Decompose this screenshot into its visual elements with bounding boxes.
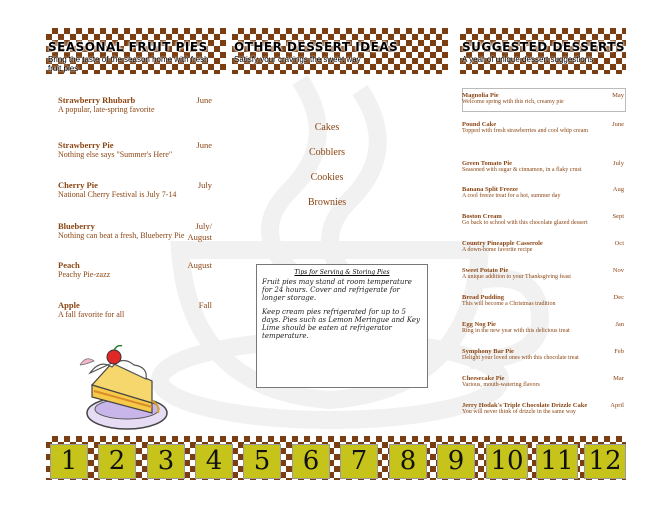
pie-month: Fall: [198, 300, 212, 310]
suggestion-month: Nov: [612, 267, 624, 274]
suggestion-name: Boston Cream: [462, 213, 502, 220]
number-tile: 9: [437, 444, 475, 479]
suggestion-month: July: [613, 160, 624, 167]
pie-month: June: [196, 95, 212, 105]
suggestion-name: Magnolia Pie: [462, 92, 499, 99]
pie-item: [58, 221, 212, 240]
tips-paragraph-2: Keep cream pies refrigerated for up to 5 days. Pies such as Lemon Meringue and Key Lime should be eaten at refrigerator temperature.: [262, 308, 420, 340]
suggestion-month: April: [610, 402, 624, 409]
suggestion-item: [462, 213, 624, 226]
number-tile: 1: [50, 444, 88, 479]
seasonal-subtitle: Bring the taste of the season home with fresh fruit pies: [48, 55, 209, 73]
suggestion-month: May: [612, 92, 624, 99]
number-tile: 4: [195, 444, 233, 479]
other-idea-item: Cobblers: [308, 147, 346, 158]
suggestion-month: Mar: [613, 375, 624, 382]
suggestion-name: Banana Split Freeze: [462, 186, 518, 193]
suggestion-desc: Welcome spring with this rich, creamy pie: [462, 99, 564, 105]
suggestion-month: Aug: [612, 186, 624, 193]
suggestion-desc: A unique addition to your Thanksgiving feast: [462, 274, 571, 280]
suggestion-item: [462, 186, 624, 199]
bottom-number-bar: [46, 436, 626, 480]
pie-item: [58, 300, 212, 319]
suggestion-month: Oct: [614, 240, 624, 247]
pie-month: July: [197, 180, 212, 190]
other-subtitle: Satisfy your cravings the sweet way: [234, 55, 361, 64]
suggestion-item: [462, 375, 624, 388]
suggestion-item: [462, 321, 624, 334]
suggestion-name: Cheesecake Pie: [462, 375, 505, 382]
number-tile: 5: [243, 444, 281, 479]
other-idea-item: Cakes: [314, 122, 340, 133]
pie-item: [58, 95, 212, 114]
suggestion-desc: Seasoned with sugar & cinnamon, in a flaky crust: [462, 167, 582, 173]
pie-name: Peach: [58, 260, 80, 270]
suggestion-desc: You will never think of drizzle in the same way: [462, 409, 576, 415]
suggestion-month: June: [612, 121, 624, 128]
tips-paragraph-1: Fruit pies may stand at room temperature for 24 hours. Cover and refrigerate for longer storage.: [262, 278, 412, 302]
pie-month: July/ August: [187, 221, 212, 242]
tips-box: [256, 264, 428, 388]
pie-desc: Nothing else says "Summer's Here": [58, 150, 173, 159]
pie-desc: Peachy Pie-zazz: [58, 270, 111, 279]
number-tile: 10: [486, 444, 528, 479]
suggestion-name: Country Pineapple Casserole: [462, 240, 543, 247]
pie-desc: National Cherry Festival is July 7-14: [58, 190, 177, 199]
number-tile: 12: [584, 444, 626, 479]
suggestion-item: [462, 267, 624, 280]
suggestion-desc: Topped with fresh strawberries and cool whip cream: [462, 128, 589, 134]
suggestion-month: Jan: [615, 321, 624, 328]
suggestion-item: [462, 160, 624, 173]
number-tile: 7: [340, 444, 378, 479]
pie-name: Apple: [58, 300, 80, 310]
suggestion-item: [462, 402, 624, 415]
suggestion-name: Pound Cake: [462, 121, 497, 128]
pie-item: [58, 260, 212, 279]
suggestion-month: Sept: [612, 213, 624, 220]
suggestion-item: [462, 240, 624, 253]
other-ideas-list: [282, 122, 372, 222]
pie-month: August: [187, 260, 212, 270]
suggested-subtitle: A year of unique dessert suggestions: [462, 55, 594, 64]
suggestion-item: [462, 92, 624, 105]
suggestion-name: Symphony Bar Pie: [462, 348, 514, 355]
pie-item: [58, 180, 212, 199]
number-tile: 3: [147, 444, 185, 479]
suggestion-month: Feb: [614, 348, 624, 355]
other-title: OTHER DESSERT IDEAS: [234, 40, 399, 54]
suggestion-desc: A down-home favorite recipe: [462, 247, 533, 253]
suggestion-item: [462, 294, 624, 307]
pie-name: Strawberry Pie: [58, 140, 114, 150]
suggestion-desc: Various, mouth-watering flavors: [462, 382, 540, 388]
pie-name: Blueberry: [58, 221, 95, 231]
seasonal-title: SEASONAL FRUIT PIES: [48, 40, 208, 54]
suggestion-desc: Delight your loved ones with this chocolate treat: [462, 355, 579, 361]
suggested-title: SUGGESTED DESSERTS: [462, 40, 626, 54]
pie-name: Strawberry Rhubarb: [58, 95, 136, 105]
pie-desc: A fall favorite for all: [58, 310, 125, 319]
number-tile: 6: [292, 444, 330, 479]
suggestion-name: Green Tomato Pie: [462, 160, 513, 167]
pie-desc: Nothing can beat a fresh, Blueberry Pie: [58, 231, 185, 240]
suggestion-item: [462, 348, 624, 361]
suggestion-desc: Ring in the new year with this delicious treat: [462, 328, 570, 334]
pie-item: [58, 140, 212, 159]
suggestion-desc: A cool freeze treat for a hot, summer day: [462, 193, 561, 199]
cake-slice-clipart: [72, 345, 172, 435]
tips-title: Tips for Serving & Storing Pies: [294, 269, 390, 276]
pie-month: June: [196, 140, 212, 150]
number-tile: 8: [389, 444, 427, 479]
suggestion-month: Dec: [613, 294, 624, 301]
suggestion-desc: Go back to school with this chocolate glazed dessert: [462, 220, 588, 226]
suggestion-desc: This will become a Christmas tradition: [462, 301, 556, 307]
suggestion-name: Egg Nog Pie: [462, 321, 496, 328]
pie-name: Cherry Pie: [58, 180, 98, 190]
suggestion-name: Sweet Potato Pie: [462, 267, 509, 274]
suggestion-item: [462, 121, 624, 134]
pie-desc: A popular, late-spring favorite: [58, 105, 155, 114]
suggestion-name: Bread Pudding: [462, 294, 504, 301]
suggestion-name: Jerry Hodak's Triple Chocolate Drizzle Cake: [462, 402, 588, 409]
other-idea-item: Brownies: [307, 197, 347, 208]
number-tile: 2: [98, 444, 136, 479]
other-idea-item: Cookies: [310, 172, 344, 183]
number-tile: 11: [536, 444, 578, 479]
